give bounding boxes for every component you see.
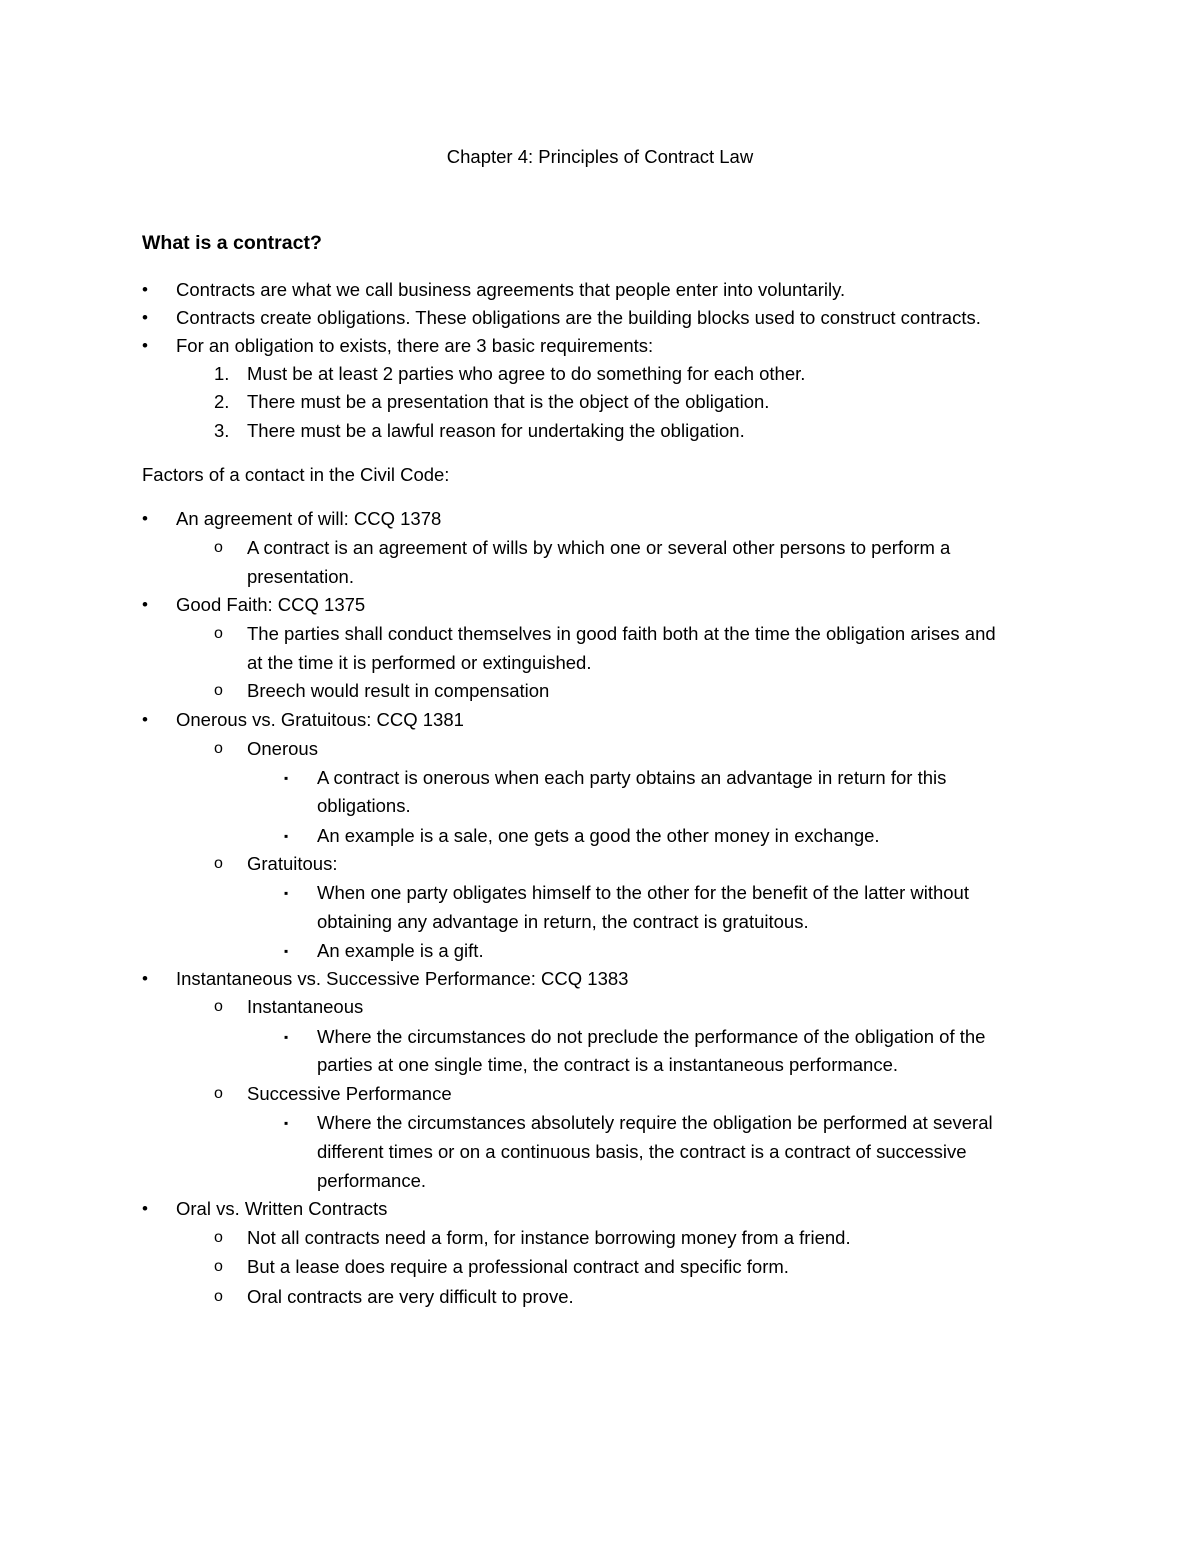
square-marker: ▪ bbox=[284, 771, 289, 785]
circle-marker: o bbox=[214, 998, 223, 1015]
factor-onerous-label: Onerous vs. Gratuitous: CCQ 1381 bbox=[176, 709, 464, 730]
circle-marker: o bbox=[214, 855, 223, 872]
sub-sub-item-continuation: parties at one single time, the contract is a instantaneous performance. bbox=[317, 1054, 899, 1075]
circle-marker: o bbox=[214, 1229, 223, 1246]
requirement-item: There must be a presentation that is the object of the obligation. bbox=[247, 391, 770, 412]
circle-marker: o bbox=[214, 539, 223, 556]
sub-item: A contract is an agreement of wills by which one or several other persons to perform a bbox=[247, 537, 951, 558]
square-marker: ▪ bbox=[284, 1116, 289, 1130]
square-marker: ▪ bbox=[284, 1030, 289, 1044]
number-marker: 2. bbox=[214, 391, 230, 412]
factor-instantaneous-label: Instantaneous vs. Successive Performance: CCQ 1383 bbox=[176, 968, 629, 989]
factor-agreement-label: An agreement of will: CCQ 1378 bbox=[176, 508, 442, 529]
sub-sub-item: An example is a sale, one gets a good the other money in exchange. bbox=[317, 825, 880, 846]
sub-item: Gratuitous: bbox=[247, 853, 338, 874]
sub-sub-item-continuation: obligations. bbox=[317, 795, 411, 816]
section-heading-factors: Factors of a contact in the Civil Code: bbox=[142, 464, 450, 485]
square-marker: ▪ bbox=[284, 886, 289, 900]
circle-marker: o bbox=[214, 1288, 223, 1305]
requirement-item: Must be at least 2 parties who agree to do something for each other. bbox=[247, 363, 806, 384]
section-heading-what-is-contract: What is a contract? bbox=[142, 232, 322, 254]
sub-sub-item: Where the circumstances absolutely require the obligation be performed at several bbox=[317, 1112, 993, 1133]
sub-sub-item: Where the circumstances do not preclude the performance of the obligation of the bbox=[317, 1026, 986, 1047]
list-item: Contracts are what we call business agreements that people enter into voluntarily. bbox=[176, 279, 846, 300]
factor-oral-label: Oral vs. Written Contracts bbox=[176, 1198, 388, 1219]
sub-item: Oral contracts are very difficult to prove. bbox=[247, 1286, 574, 1307]
sub-item: Onerous bbox=[247, 738, 318, 759]
bullet-marker: • bbox=[142, 336, 148, 355]
sub-sub-item: A contract is onerous when each party obtains an advantage in return for this bbox=[317, 767, 947, 788]
circle-marker: o bbox=[214, 625, 223, 642]
sub-item-continuation: presentation. bbox=[247, 566, 354, 587]
factor-good-faith-label: Good Faith: CCQ 1375 bbox=[176, 594, 366, 615]
bullet-marker: • bbox=[142, 710, 148, 729]
sub-item: The parties shall conduct themselves in good faith both at the time the obligation arises and bbox=[247, 623, 996, 644]
sub-item: Instantaneous bbox=[247, 996, 364, 1017]
list-item: Contracts create obligations. These obligations are the building blocks used to construct contracts. bbox=[176, 307, 981, 328]
sub-sub-item-continuation: performance. bbox=[317, 1170, 426, 1191]
bullet-marker: • bbox=[142, 509, 148, 528]
sub-sub-item-continuation: different times or on a continuous basis, the contract is a contract of successive bbox=[317, 1141, 967, 1162]
bullet-marker: • bbox=[142, 280, 148, 299]
bullet-marker: • bbox=[142, 1199, 148, 1218]
sub-sub-item-continuation: obtaining any advantage in return, the contract is gratuitous. bbox=[317, 911, 809, 932]
sub-sub-item: When one party obligates himself to the other for the benefit of the latter without bbox=[317, 882, 969, 903]
number-marker: 3. bbox=[214, 420, 230, 441]
list-item: For an obligation to exists, there are 3 basic requirements: bbox=[176, 335, 654, 356]
bullet-marker: • bbox=[142, 308, 148, 327]
number-marker: 1. bbox=[214, 363, 230, 384]
bullet-marker: • bbox=[142, 969, 148, 988]
sub-item: Not all contracts need a form, for instance borrowing money from a friend. bbox=[247, 1227, 851, 1248]
square-marker: ▪ bbox=[284, 829, 289, 843]
sub-item: Breech would result in compensation bbox=[247, 680, 550, 701]
sub-item: But a lease does require a professional contract and specific form. bbox=[247, 1256, 789, 1277]
document-title: Chapter 4: Principles of Contract Law bbox=[446, 146, 754, 167]
sub-item-continuation: at the time it is performed or extinguished. bbox=[247, 652, 592, 673]
sub-sub-item: An example is a gift. bbox=[317, 940, 484, 961]
circle-marker: o bbox=[214, 1085, 223, 1102]
requirement-item: There must be a lawful reason for undertaking the obligation. bbox=[247, 420, 745, 441]
bullet-marker: • bbox=[142, 595, 148, 614]
square-marker: ▪ bbox=[284, 944, 289, 958]
circle-marker: o bbox=[214, 740, 223, 757]
circle-marker: o bbox=[214, 682, 223, 699]
circle-marker: o bbox=[214, 1258, 223, 1275]
sub-item: Successive Performance bbox=[247, 1083, 452, 1104]
